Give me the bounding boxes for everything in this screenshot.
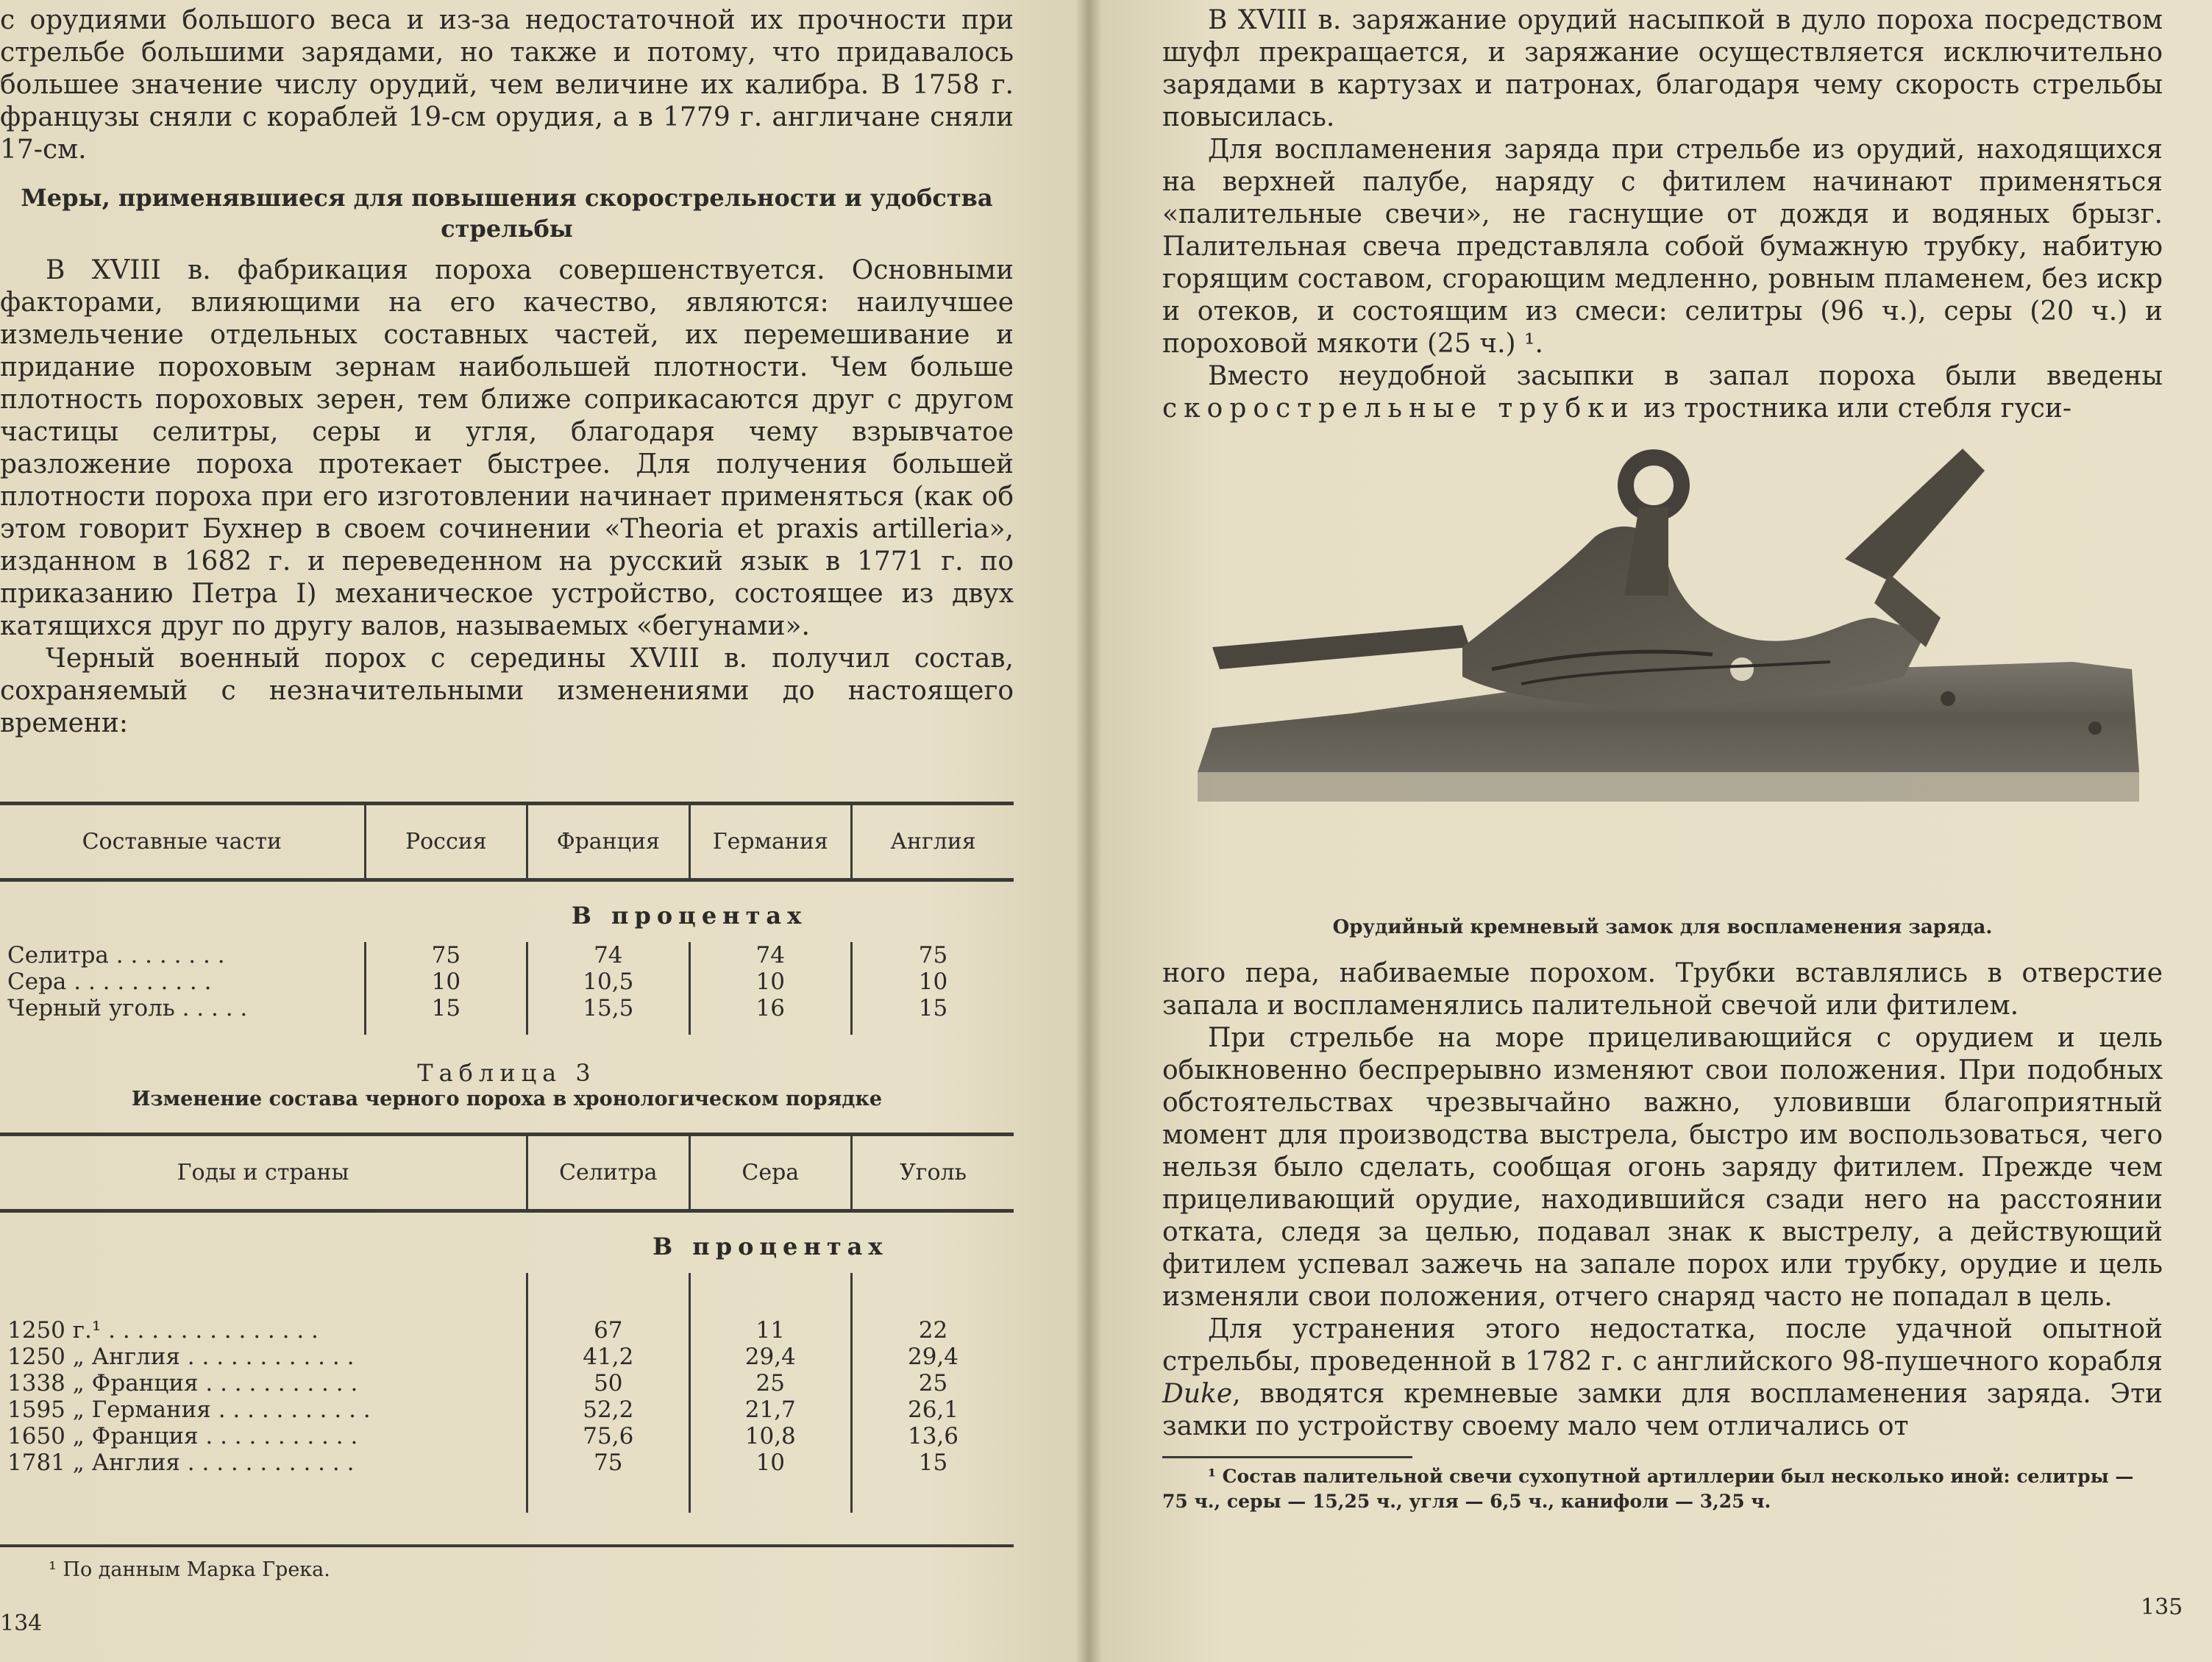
table-composition-by-country (0, 802, 1014, 1035)
table-cell: 67 (527, 1317, 689, 1344)
table3-header: Годы и страны (0, 1135, 527, 1211)
book-gutter (1075, 0, 1102, 1662)
table1-header: Англия (852, 804, 1014, 880)
table-cell: 15 (918, 995, 948, 1021)
paragraph-quick-tubes (1162, 360, 2163, 425)
table-cell: 26,1 (907, 1397, 959, 1423)
table-cell: 10,8 (689, 1423, 851, 1449)
table3-bottom-rule (0, 1544, 1014, 1547)
table3-header: Сера (689, 1135, 851, 1211)
table-cell: 29,4 (689, 1344, 851, 1370)
table-cell: 25 (918, 1370, 948, 1397)
table-cell: 10 (689, 969, 851, 995)
table-cell: 52,2 (527, 1397, 689, 1423)
table-cell: Черный уголь . . . . . (0, 995, 365, 1021)
text-span: Вместо неудобной засыпки в запал пороха были введены (1208, 361, 2163, 391)
ship-name: Duke (1162, 1379, 1233, 1409)
table-cell: 1595 „ Германия . . . . . . . . . . . (0, 1397, 527, 1423)
table1-header: Россия (365, 804, 527, 880)
text-span: из тростника или стебля гуси- (1643, 393, 2072, 424)
footnote: ¹ Состав палительной свечи сухопутной артиллерии был несколько иной: селитры — 75 ч., серы — 15,25 ч., угля — 6,5 ч., канифоли — 3,25 ч. (1162, 1466, 2134, 1512)
right-page (1089, 0, 2212, 1662)
page-number: 135 (2141, 1594, 2183, 1620)
table-row (0, 942, 1014, 969)
page-number: 134 (0, 1611, 43, 1636)
table-row (0, 1317, 1014, 1344)
table-row (0, 1397, 1014, 1423)
paragraph-sea-firing: При стрельбе на море прицеливающийся с орудием и цель обыкновенно беспрерывно изменяют свои положения. При подобных обстоятельствах чрезвычайно важно, уловивши благоприятный момент для производства выстрела, быстро им воспользоваться, чего нельзя было сделать, сообщая огонь заряду фитилем. Прежде чем прицеливающий орудие, находившийся сзади него на расстоянии отката, следя за целью, подавал знак к выстрелу, а действующий фитилем успевал зажечь на запале порох или трубку, орудие и цель изменяли свои положения, отчего снаряд часто не попадал в цель. (1162, 1023, 2163, 1312)
table3-header: Уголь (852, 1135, 1014, 1211)
table-cell: 74 (689, 942, 851, 969)
table-cell: 15 (365, 995, 527, 1021)
table-cell: 22 (918, 1317, 948, 1344)
table-row (0, 1344, 1014, 1370)
figure-caption: Орудийный кремневый замок для воспламенения заряда. (1332, 916, 1993, 938)
flintlock-figure (1183, 427, 2154, 897)
table3-units: В процентах (652, 1233, 889, 1260)
table-row (0, 1423, 1014, 1449)
table-chronological-composition (0, 1133, 1014, 1513)
table-cell: 10 (689, 1449, 851, 1476)
table-cell: 75 (365, 942, 527, 969)
paragraph-loading: В XVIII в. заряжание орудий насыпкой в дуло пороха посредством шуфл прекращается, и заряжание осуществляется исключительно зарядами в картузах и патронах, благодаря чему скорость стрельбы повысилась. (1162, 5, 2163, 132)
paragraph-flint-locks (1162, 1313, 2163, 1443)
table-cell: 1781 „ Англия . . . . . . . . . . . . (0, 1449, 527, 1476)
table-cell: 75 (918, 942, 948, 969)
table-row (0, 969, 1014, 995)
table-row (0, 1449, 1014, 1476)
left-text-block (0, 4, 1014, 740)
table-cell: 29,4 (907, 1344, 959, 1370)
table-cell: 13,6 (907, 1423, 959, 1449)
table-cell: 1250 г.¹ . . . . . . . . . . . . . . . (0, 1317, 527, 1344)
table3-subtitle: Изменение состава черного пороха в хронологическом порядке (131, 1088, 883, 1110)
table-cell: 16 (689, 995, 851, 1021)
table3-caption (0, 1059, 1014, 1112)
table-cell: 75,6 (527, 1423, 689, 1449)
flintlock-illustration (1183, 427, 2154, 897)
paragraph-quills: ного пера, набиваемые порохом. Трубки вставлялись в отверстие запала и воспламенялись палительной свечой или фитилем. (1162, 958, 2163, 1021)
table-cell: 15 (918, 1449, 948, 1476)
table-cell: Сера . . . . . . . . . . (0, 969, 365, 995)
table1-header: Франция (527, 804, 689, 880)
section-heading: Меры, применявшиеся для повышения скорострельности и удобства стрельбы (21, 184, 993, 243)
table-cell: 1250 „ Англия . . . . . . . . . . . . (0, 1344, 527, 1370)
table3-title: Таблица 3 (417, 1059, 597, 1087)
table-cell: 10,5 (527, 969, 689, 995)
table-cell: 10 (365, 969, 527, 995)
footnote: ¹ По данным Марка Грека. (49, 1558, 330, 1581)
paragraph-firing-candle: Для воспламенения заряда при стрельбе из орудий, находящихся на верхней палубе, наряду с фитилем начинают применяться «палительные свечи», не гаснущие от дождя и водяных брызг. Палительная свеча представляла собой бумажную трубку, набитую горящим составом, сгорающим медленно, ровным пламенем, без искр и отеков, и состоящим из смеси: селитры (96 ч.), серы (20 ч.) и пороховой мякоти (25 ч.) ¹. (1162, 135, 2163, 359)
table1-units: В процентах (571, 902, 808, 930)
spaced-term: скорострельные трубки (1162, 393, 1635, 424)
table-cell: 41,2 (527, 1344, 689, 1370)
text-span: Для устранения этого недостатка, после удачной опытной стрельбы, проведенной в 1782 г. с английского 98-пушечного корабля (1162, 1314, 2163, 1377)
table-row (0, 995, 1014, 1021)
table3-header: Селитра (527, 1135, 689, 1211)
table-row (0, 1370, 1014, 1397)
footnote-rule (1162, 1456, 1412, 1458)
table-cell: 21,7 (689, 1397, 851, 1423)
table-cell: 11 (689, 1317, 851, 1344)
text-span: , вводятся кремневые замки для воспламенения заряда. Эти замки по устройству своему мало чем отличались от (1162, 1379, 2163, 1441)
paragraph-top: с орудиями большого веса и из-за недостаточной их прочности при стрельбе большими зарядами, но также и потому, что придавалось большее значение числу орудий, чем величине их калибра. В 1758 г. французы сняли с кораблей 19-см орудия, а в 1779 г. англичане сняли 17-см. (0, 5, 1014, 165)
paragraph-gunpowder: В XVIII в. фабрикация пороха совершенствуется. Основными факторами, влияющими на его качество, являются: наилучшее измельчение отдельных составных частей, их перемешивание и придание пороховым зернам наибольшей плотности. Чем больше плотность пороховых зерен, тем ближе соприкасаются друг с другом частицы селитры, серы и угля, благодаря чему взрывчатое разложение пороха протекает быстрее. Для получения большей плотности пороха при его изготовлении начинает применяться (как об этом говорит Бухнер в своем сочинении «Theoria et praxis artilleria», изданном в 1682 г. и переведенном на русский язык в 1771 г. по приказанию Петра I) механическое устройство, состоящее из двух катящихся друг по другу валов, называемых «бегунами». (0, 255, 1014, 641)
right-text-block-top (1162, 4, 2163, 425)
table-cell: Селитра . . . . . . . . (0, 942, 365, 969)
table-cell: 10 (918, 969, 948, 995)
table-cell: 74 (527, 942, 689, 969)
table-cell: 75 (527, 1449, 689, 1476)
table1-header: Составные части (0, 804, 365, 880)
right-text-block-bottom (1162, 957, 2163, 1514)
table-cell: 15,5 (527, 995, 689, 1021)
table-cell: 25 (689, 1370, 851, 1397)
table-cell: 1338 „ Франция . . . . . . . . . . . (0, 1370, 527, 1397)
left-page (0, 0, 1089, 1662)
table-cell: 50 (527, 1370, 689, 1397)
table1-header: Германия (689, 804, 851, 880)
table-cell: 1650 „ Франция . . . . . . . . . . . (0, 1423, 527, 1449)
paragraph-composition: Черный военный порох с середины XVIII в. получил состав, сохраняемый с незначительными изменениями до настоящего времени: (0, 643, 1014, 738)
